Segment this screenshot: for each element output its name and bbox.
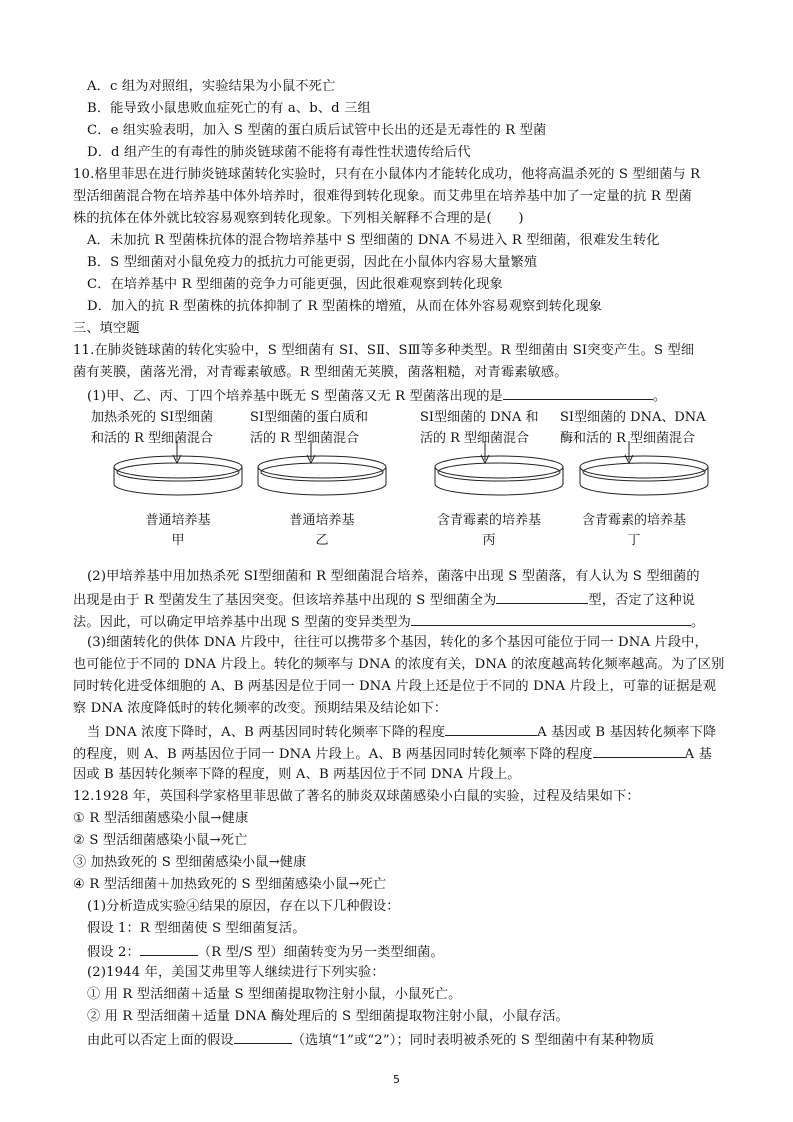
q10-stem: 型活细菌混合物在培养基中体外培养时，很难得到转化现象。而艾弗里在培养基中加了一定量的抗 R 型菌: [73, 189, 692, 204]
q12-step-4: ④ R 型活细菌＋加热致死的 S 型细菌感染小鼠→死亡: [73, 877, 387, 892]
q12-hypothesis-text: 假设 2：: [87, 945, 140, 960]
section-title: 三、填空题: [73, 321, 140, 336]
dish-yi-name: 乙: [315, 533, 329, 548]
q11-part1: (1)甲、乙、丙、丁四个培养基中既无 S 型菌落又无 R 型菌落出现的是 。: [87, 385, 666, 407]
q10-stem: 10.格里菲思在进行肺炎链球菌转化实验时，只有在小鼠体内才能转化成功，他将高温杀死的 S 型细菌与 R: [73, 167, 701, 182]
q9-option-b: B．能导致小鼠患败血症死亡的有 a、b、d 三组: [87, 101, 371, 116]
q11-part1-text: (1)甲、乙、丙、丁四个培养基中既无 S 型菌落又无 R 型菌落出现的是: [87, 389, 503, 404]
dish-caption-line: SⅠ型细菌的 DNA、DNA: [560, 410, 706, 425]
q12-hypothesis-text: （R 型/S 型）细菌转变为另一类型细菌。: [197, 945, 444, 960]
q11-part3-text: 当 DNA 浓度下降时，A、B 两基因同时转化频率下降的程度: [87, 725, 446, 740]
q12-hypothesis-2: [87, 941, 444, 963]
q10-option-b: B．S 型细菌对小鼠免疫力的抵抗力可能更弱，因此在小鼠体内容易大量繁殖: [87, 255, 538, 270]
answer-blank[interactable]: [140, 941, 198, 956]
answer-blank[interactable]: [445, 721, 537, 736]
dish-caption-line: 加热杀死的 SⅠ型细菌: [91, 410, 214, 425]
q12-part2: (2)1944 年，美国艾弗里等人继续进行下列实验：: [87, 965, 385, 980]
q12-intro: 12.1928 年，英国科学家格里菲思做了著名的肺炎双球菌感染小白鼠的实验，过程及结果如下：: [73, 789, 640, 804]
q12-step-3: ③ 加热致死的 S 型细菌感染小鼠→健康: [73, 855, 307, 870]
q12-step-2: ② S 型活细菌感染小鼠→死亡: [73, 833, 248, 848]
q10-option-c: C．在培养基中 R 型细菌的竞争力可能更强，因此很难观察到转化现象: [87, 277, 503, 292]
q12-conclusion: [87, 1029, 654, 1051]
q9-option-a: A．c 组为对照组，实验结果为小鼠不死亡: [87, 79, 336, 94]
q9-option-d: D．d 组产生的有毒性的肺炎链球菌不能将有毒性性状遗传给后代: [87, 145, 471, 160]
dish-caption-line: 活的 R 型细菌混合: [250, 431, 360, 446]
q12-hypothesis-1: 假设 1：R 型细菌使 S 型细菌复活。: [87, 921, 306, 936]
q12-part1: (1)分析造成实验④结果的原因，存在以下几种假设：: [87, 899, 400, 914]
q11-part3: 察 DNA 浓度降低时的转化频率的改变。预期结果及结论如下：: [73, 701, 448, 716]
answer-blank[interactable]: [496, 589, 588, 604]
dish-caption-line: SⅠ型细菌的蛋白质和: [250, 410, 369, 425]
answer-blank[interactable]: [411, 611, 691, 626]
q12-conclusion-text: 由此可以否定上面的假设: [87, 1033, 234, 1048]
q11-intro: 11.在肺炎链球菌的转化实验中，S 型细菌有 SⅠ、SⅡ、SⅢ等多种类型。R 型细菌由 SⅠ突变产生。S 型细: [73, 343, 695, 358]
q11-part2-text: 型，否定了这种说: [588, 593, 696, 608]
q12-step-1: ① R 型活细菌感染小鼠→健康: [73, 811, 249, 826]
q11-part3: [73, 743, 712, 765]
dish-jia-medium: 普通培养基: [145, 513, 211, 528]
dish-bing-name: 丙: [482, 533, 496, 548]
petri-dish-jia: [112, 441, 244, 503]
dish-ding-medium: 含青霉素的培养基: [581, 513, 686, 528]
q11-part2: [73, 589, 695, 611]
q11-part2: 法。因此，可以确定甲培养基中出现 S 型菌的变异类型为 。: [73, 611, 704, 633]
q11-part3-text: 的程度，则 A、B 两基因位于同一 DNA 片段上。A、B 两基因同时转化频率下降的程度: [73, 747, 593, 762]
q12-experiment-1: ① 用 R 型活细菌＋适量 S 型细菌提取物注射小鼠，小鼠死亡。: [87, 987, 462, 1002]
q10-option-d: D．加入的抗 R 型菌株的抗体抑制了 R 型菌株的增殖，从而在体外容易观察到转化现象: [87, 299, 603, 314]
petri-dish-bing: [433, 441, 565, 503]
petri-dish-yi: [256, 441, 388, 503]
petri-dish-ding: [578, 441, 710, 503]
q11-part2-text: 出现是由于 R 型菌发生了基因突变。但该培养基中出现的 S 型细菌全为: [73, 593, 497, 608]
q11-part3: 同时转化进受体细胞的 A、B 两基因是位于同一 DNA 片段上还是位于不同的 DNA 片段上，可靠的证据是观: [73, 679, 717, 694]
q11-part3-text: A 基因或 B 基因转化频率下降: [537, 725, 717, 740]
dish-caption-line: 和活的 R 型细菌混合: [91, 431, 214, 446]
q10-option-a: A．未加抗 R 型菌株抗体的混合物培养基中 S 型细菌的 DNA 不易进入 R 型细菌，很难发生转化: [87, 233, 660, 248]
answer-blank[interactable]: [593, 743, 685, 758]
dish-caption-line: 酶和活的 R 型细菌混合: [560, 431, 696, 446]
q11-part3: (3)细菌转化的供体 DNA 片段中，往往可以携带多个基因，转化的多个基因可能位于同一 DNA 片段中，: [87, 635, 708, 650]
dish-bing-medium: 含青霉素的培养基: [436, 513, 541, 528]
q12-conclusion-text: （选填“1”或“2”）；同时表明被杀死的 S 型细菌中有某种物质: [291, 1033, 655, 1048]
q9-option-c: C．e 组实验表明，加入 S 型菌的蛋白质后试管中长出的还是无毒性的 R 型菌: [87, 123, 547, 138]
q11-part3-text: A 基: [684, 747, 712, 762]
q11-part2-text: 法。因此，可以确定甲培养基中出现 S 型菌的变异类型为: [73, 615, 411, 630]
page-number: 5: [393, 1073, 400, 1086]
answer-blank[interactable]: [234, 1029, 292, 1044]
dish-ding-name: 丁: [627, 533, 641, 548]
q11-part3: [87, 721, 716, 743]
q10-stem: 株的抗体在体外就比较容易观察到转化现象。下列相关解释不合理的是( ): [73, 211, 524, 226]
dish-yi-medium: 普通培养基: [289, 513, 355, 528]
q11-part2: (2)甲培养基中用加热杀死 SⅠ型细菌和 R 型细菌混合培养，菌落中出现 S 型菌落，有人认为 S 型细菌的: [87, 569, 700, 584]
q12-experiment-2: ② 用 R 型活细菌＋适量 DNA 酶处理后的 S 型细菌提取物注射小鼠，小鼠存活。: [87, 1009, 569, 1024]
dish-jia-name: 甲: [171, 533, 185, 548]
q11-intro: 菌有荚膜，菌落光滑，对青霉素敏感。R 型细菌无荚膜，菌落粗糙，对青霉素敏感。: [73, 365, 568, 380]
answer-blank[interactable]: [503, 385, 653, 400]
q11-part3: 因或 B 基因转化频率下降的程度，则 A、B 两基因位于不同 DNA 片段上。: [73, 767, 521, 782]
dish-caption-line: SⅠ型细菌的 DNA 和: [420, 410, 539, 425]
q11-part3: 也可能位于不同的 DNA 片段上。转化的频率与 DNA 的浓度有关，DNA 的浓度越高转化频率越高。为了区别: [73, 657, 725, 672]
dish-caption-line: 活的 R 型细菌混合: [420, 431, 530, 446]
